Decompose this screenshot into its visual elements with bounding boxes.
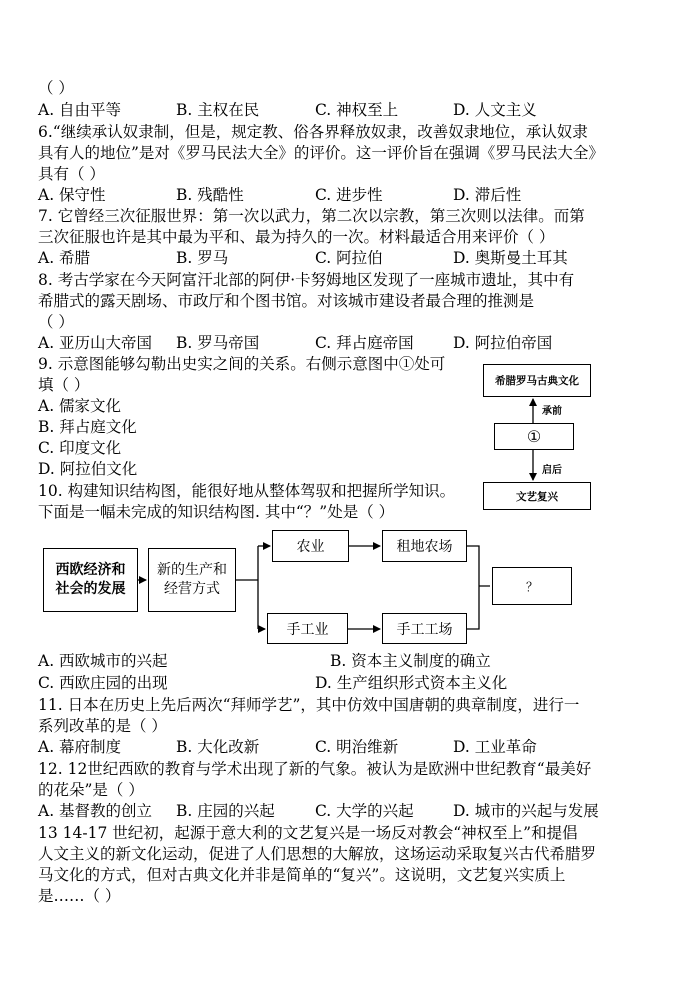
q9-option-c[interactable]: C. 印度文化	[38, 439, 122, 457]
q10-option-a[interactable]: A. 西欧城市的兴起	[38, 652, 168, 670]
q11-option-a[interactable]: A. 幕府制度	[38, 738, 122, 756]
q7-stem-1: 7. 它曾经三次征服世界：第一次以武力，第二次以宗教，第三次则以法律。而第	[38, 207, 585, 225]
q12-stem-2: 的花朵”是（ ）	[38, 781, 144, 799]
q12-option-c[interactable]: C. 大学的兴起	[315, 802, 414, 820]
diagram10-workshop-box: 手工工场	[382, 613, 467, 644]
diagram9-top-box: 希腊罗马古典文化	[483, 364, 591, 397]
q9-stem-1: 9. 示意图能够勾勒出史实之间的关系。右侧示意图中①处可	[38, 355, 446, 373]
q12-stem-1: 12. 12世纪西欧的教育与学术出现了新的气象。被认为是欧洲中世纪教育“最美好	[38, 760, 592, 778]
q6-option-c[interactable]: C. 进步性	[315, 186, 383, 204]
q7-option-b[interactable]: B. 罗马	[176, 249, 229, 267]
q7-option-c[interactable]: C. 阿拉伯	[315, 249, 383, 267]
q13-stem-4: 是……（ ）	[38, 887, 121, 905]
q6-option-b[interactable]: B. 残酷性	[176, 186, 244, 204]
q7-option-d[interactable]: D. 奥斯曼土耳其	[453, 249, 568, 267]
q5-option-c[interactable]: C. 神权至上	[315, 101, 399, 119]
q9-option-b[interactable]: B. 拜占庭文化	[38, 418, 137, 436]
diagram9-bottom-box: 文艺复兴	[483, 482, 591, 510]
q11-option-c[interactable]: C. 明治维新	[315, 738, 399, 756]
q8-stem-1: 8. 考古学家在今天阿富汗北部的阿伊·卡努姆地区发现了一座城市遗址，其中有	[38, 271, 575, 289]
q8-option-d[interactable]: D. 阿拉伯帝国	[453, 334, 553, 352]
q11-stem-2: 系列改革的是（ ）	[38, 717, 167, 735]
q11-option-b[interactable]: B. 大化改新	[176, 738, 260, 756]
diagram9-down-label: 启后	[542, 465, 562, 476]
q6-stem-2: 具有人的地位”是对《罗马民法大全》的评价。这一评价旨在强调《罗马民法大全》	[38, 144, 604, 162]
q10-option-b[interactable]: B. 资本主义制度的确立	[330, 652, 491, 670]
q5-option-d[interactable]: D. 人文主义	[453, 101, 537, 119]
q6-stem-1: 6.“继续承认奴隶制，但是，规定教、俗各界释放奴隶，改善奴隶地位，承认奴隶	[38, 123, 588, 141]
q8-option-c[interactable]: C. 拜占庭帝国	[315, 334, 414, 352]
diagram10-mode-box: 新的生产和经营方式	[148, 548, 236, 612]
q9-option-a[interactable]: A. 儒家文化	[38, 397, 122, 415]
diagram10-fork-right	[467, 546, 490, 629]
q9-stem-2: 填（ ）	[38, 376, 90, 394]
q13-stem-3: 马文化的方式，但对古典文化并非是简单的“复兴”。这说明，文艺复兴实质上	[38, 866, 566, 884]
q8-option-b[interactable]: B. 罗马帝国	[176, 334, 260, 352]
diagram10-root-box: 西欧经济和社会的发展	[43, 548, 138, 612]
q5-option-b[interactable]: B. 主权在民	[176, 101, 260, 119]
q8-stem-2: 希腊式的露天剧场、市政厅和个图书馆。对该城市建设者最合理的推测是	[38, 292, 535, 310]
q8-stem-3: （ ）	[38, 313, 74, 331]
q10-option-d[interactable]: D. 生产组织形式资本主义化	[315, 674, 508, 692]
q5-blank: （ ）	[38, 79, 74, 97]
diagram9-middle-box: ①	[494, 423, 574, 450]
diagram10-fork-left	[236, 546, 258, 629]
q6-option-a[interactable]: A. 保守性	[38, 186, 106, 204]
q9-option-d[interactable]: D. 阿拉伯文化	[38, 460, 138, 478]
diagram9-up-label: 承前	[542, 406, 562, 417]
q11-stem-1: 11. 日本在历史上先后两次“拜师学艺”，其中仿效中国唐朝的典章制度，进行一	[38, 696, 580, 714]
q12-option-a[interactable]: A. 基督教的创立	[38, 802, 153, 820]
q7-stem-2: 三次征服也许是其中最为平和、最为持久的一次。材料最适合用来评价（ ）	[38, 228, 555, 246]
q13-stem-2: 人文主义的新文化运动，促进了人们思想的大解放，这场运动采取复兴古代希腊罗	[38, 845, 597, 863]
diagram10-craft-box: 手工业	[267, 613, 348, 644]
diagram10-result-box: ？	[492, 567, 572, 605]
q6-stem-3: 具有（ ）	[38, 165, 105, 183]
q10-option-c[interactable]: C. 西欧庄园的出现	[38, 674, 168, 692]
q13-stem-1: 13 14-17 世纪初，起源于意大利的文艺复兴是一场反对教会“神权至上”和提倡	[38, 824, 578, 842]
q12-option-d[interactable]: D. 城市的兴起与发展	[453, 802, 599, 820]
q11-option-d[interactable]: D. 工业革命	[453, 738, 537, 756]
q10-stem-1: 10. 构建知识结构图，能很好地从整体驾驭和把握所学知识。	[38, 482, 456, 500]
q6-option-d[interactable]: D. 滞后性	[453, 186, 522, 204]
q8-option-a[interactable]: A. 亚历山大帝国	[38, 334, 153, 352]
diagram10-agri-box: 农业	[272, 530, 349, 562]
q10-stem-2: 下面是一幅未完成的知识结构图. 其中“？”处是（ ）	[38, 503, 395, 521]
q12-option-b[interactable]: B. 庄园的兴起	[176, 802, 275, 820]
q5-option-a[interactable]: A. 自由平等	[38, 101, 122, 119]
diagram10-farm-box: 租地农场	[382, 530, 467, 562]
q7-option-a[interactable]: A. 希腊	[38, 249, 91, 267]
